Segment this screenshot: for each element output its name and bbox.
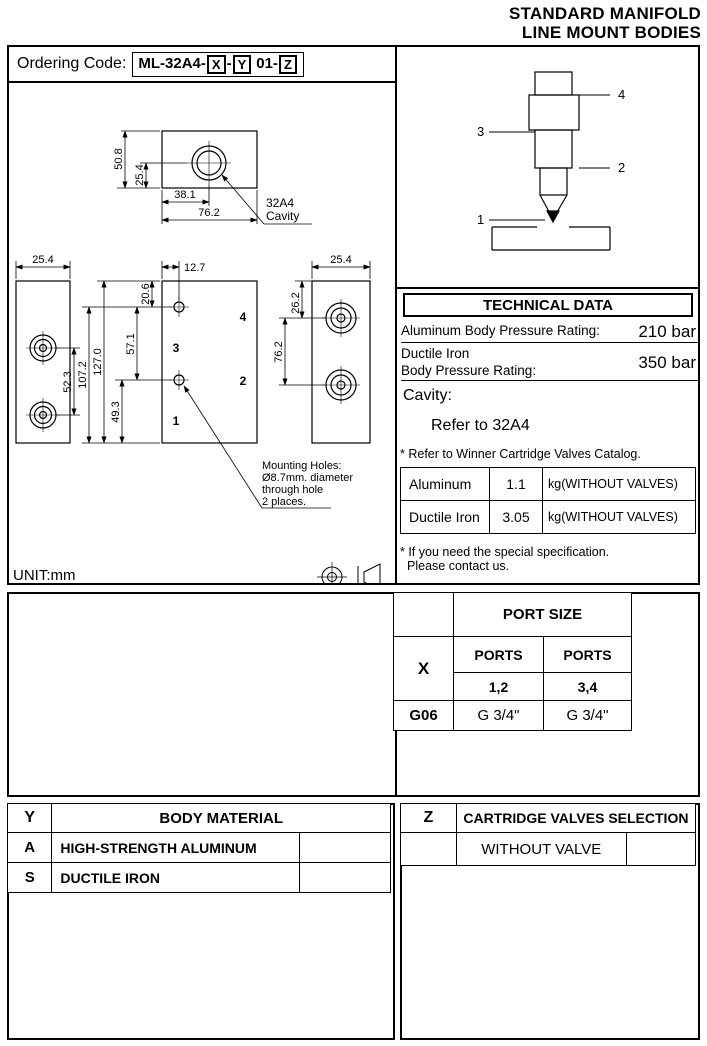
dim-25-4-left: 25.4 bbox=[32, 254, 54, 266]
body-material-empty-cell bbox=[299, 833, 390, 863]
port-size-x-header: X bbox=[394, 637, 454, 701]
ordering-code-label: Ordering Code: bbox=[17, 55, 127, 72]
pressure-rating-iron-row bbox=[401, 345, 698, 381]
weight-material-aluminum: Aluminum bbox=[401, 468, 490, 501]
weight-value-iron: 3.05 bbox=[490, 501, 543, 534]
port-size-section bbox=[7, 592, 700, 797]
third-angle-projection-icon bbox=[317, 562, 380, 585]
unit-label: UNIT:mm bbox=[13, 567, 76, 584]
code-prefix: ML-32A4- bbox=[138, 55, 206, 72]
cartridge-title: CARTRIDGE VALVES SELECTION bbox=[456, 804, 695, 833]
dim-76-2-right: 76.2 bbox=[273, 341, 285, 363]
port-1-label: 1 bbox=[172, 414, 180, 428]
dim-26-2: 26.2 bbox=[290, 292, 302, 314]
schematic-port-2-label: 2 bbox=[618, 160, 626, 175]
horizontal-dimensions bbox=[16, 261, 370, 385]
cavity-label: Cavity: bbox=[403, 387, 452, 404]
weight-unit-aluminum: kg(WITHOUT VALVES) bbox=[543, 468, 696, 501]
dim-38-1: 38.1 bbox=[174, 189, 196, 201]
weight-table bbox=[400, 467, 696, 534]
top-view bbox=[162, 131, 257, 188]
special-note-line1: * If you need the special specification. bbox=[400, 545, 610, 559]
mounting-note-line2: Ø8.7mm. diameter bbox=[262, 472, 354, 484]
dim-50-8: 50.8 bbox=[113, 148, 125, 170]
pressure-rating-iron-label-line2: Body Pressure Rating: bbox=[401, 362, 537, 378]
table-row bbox=[394, 637, 632, 673]
port-size-title: PORT SIZE bbox=[454, 593, 632, 637]
page-title-line2: LINE MOUNT BODIES bbox=[521, 23, 701, 42]
dim-12-7: 12.7 bbox=[184, 262, 206, 274]
table-row bbox=[8, 833, 391, 863]
body-material-title: BODY MATERIAL bbox=[52, 804, 391, 833]
table-row bbox=[401, 804, 696, 833]
port-size-table bbox=[393, 592, 632, 731]
left-end-view bbox=[16, 281, 70, 443]
body-material-y-header: Y bbox=[8, 804, 52, 833]
pressure-rating-iron-value: 350 bar bbox=[638, 352, 696, 372]
body-material-empty-cell bbox=[299, 863, 390, 893]
table-row bbox=[8, 804, 391, 833]
page-title bbox=[509, 4, 701, 42]
ports-34-header: PORTS bbox=[544, 637, 632, 673]
body-material-code-s: S bbox=[8, 863, 52, 893]
dim-20-6: 20.6 bbox=[140, 283, 152, 305]
table-row bbox=[401, 833, 696, 866]
dim-107-2: 107.2 bbox=[77, 361, 89, 389]
ordering-code-value bbox=[132, 52, 304, 77]
schematic-port-3-label: 3 bbox=[477, 124, 485, 139]
port-4-label: 4 bbox=[239, 310, 247, 324]
main-section bbox=[7, 45, 700, 585]
cartridge-empty-cell bbox=[626, 833, 695, 866]
technical-data-title: TECHNICAL DATA bbox=[403, 293, 693, 317]
pressure-rating-aluminum-row bbox=[401, 321, 698, 343]
body-material-name-iron: DUCTILE IRON bbox=[52, 863, 299, 893]
mounting-note-line3: through hole bbox=[262, 484, 324, 496]
port-size-value-34: G 3/4" bbox=[544, 701, 632, 731]
port-2-label: 2 bbox=[239, 374, 247, 388]
code-separator: - bbox=[226, 55, 232, 72]
body-material-code-a: A bbox=[8, 833, 52, 863]
weight-material-iron: Ductile Iron bbox=[401, 501, 490, 534]
cartridge-table bbox=[400, 803, 696, 866]
pressure-rating-aluminum-value: 210 bar bbox=[638, 321, 696, 341]
ports-12-header: PORTS bbox=[454, 637, 544, 673]
schematic-port-lines bbox=[489, 95, 610, 220]
dim-57-1: 57.1 bbox=[125, 333, 137, 355]
dim-49-3: 49.3 bbox=[110, 401, 122, 423]
ordering-code-bar bbox=[9, 47, 396, 83]
cavity-profile bbox=[529, 72, 579, 222]
cartridge-option-without-valve: WITHOUT VALVE bbox=[456, 833, 626, 866]
code-x: X bbox=[207, 55, 226, 74]
dimensional-drawing bbox=[9, 85, 396, 585]
schematic-port-1-label: 1 bbox=[477, 212, 485, 227]
special-note-line2: Please contact us. bbox=[407, 559, 510, 573]
dim-76-2-top: 76.2 bbox=[198, 207, 220, 219]
body-material-name-aluminum: HIGH-STRENGTH ALUMINUM bbox=[52, 833, 299, 863]
table-row bbox=[401, 468, 696, 501]
mounting-note-line4: 2 places. bbox=[262, 496, 307, 508]
cartridge-empty-cell bbox=[401, 833, 457, 866]
pressure-rating-aluminum-label: Aluminum Body Pressure Rating: bbox=[401, 323, 600, 339]
body-material-section bbox=[7, 803, 395, 1040]
cavity-schematic bbox=[397, 47, 697, 287]
table-row bbox=[394, 701, 632, 731]
cavity-callout-line1: 32A4 bbox=[266, 196, 295, 210]
cavity-value: Refer to 32A4 bbox=[431, 417, 530, 434]
ports-12-numbers: 1,2 bbox=[454, 673, 544, 701]
weight-unit-iron: kg(WITHOUT VALVES) bbox=[543, 501, 696, 534]
page-title-line1: STANDARD MANIFOLD bbox=[509, 4, 701, 23]
table-row bbox=[394, 593, 632, 637]
mounting-note-line1: Mounting Holes: bbox=[262, 460, 342, 472]
port-size-value-12: G 3/4" bbox=[454, 701, 544, 731]
table-row bbox=[401, 501, 696, 534]
dim-25-4-right: 25.4 bbox=[330, 254, 352, 266]
divider bbox=[395, 287, 698, 289]
code-z: Z bbox=[279, 55, 297, 74]
code-mid: 01- bbox=[256, 55, 278, 72]
body-material-table bbox=[7, 803, 391, 893]
port-3-label: 3 bbox=[172, 341, 180, 355]
cavity-callout-line2: Cavity bbox=[266, 209, 300, 223]
weight-value-aluminum: 1.1 bbox=[490, 468, 543, 501]
cartridge-section bbox=[400, 803, 700, 1040]
schematic-port-4-label: 4 bbox=[618, 87, 626, 102]
code-y: Y bbox=[233, 55, 252, 74]
cartridge-z-header: Z bbox=[401, 804, 457, 833]
port-size-corner-cell bbox=[394, 593, 454, 637]
pressure-rating-iron-label-line1: Ductile Iron bbox=[401, 345, 470, 361]
dim-52-3: 52.3 bbox=[62, 371, 74, 393]
ports-34-numbers: 3,4 bbox=[544, 673, 632, 701]
dim-127-0: 127.0 bbox=[92, 348, 104, 376]
cavity-body-outline bbox=[492, 227, 610, 250]
dim-25-4-top: 25.4 bbox=[134, 164, 146, 186]
catalog-note: * Refer to Winner Cartridge Valves Catalog. bbox=[400, 447, 641, 461]
port-size-code: G06 bbox=[394, 701, 454, 731]
table-row bbox=[8, 863, 391, 893]
pressure-rating-iron-label bbox=[401, 346, 536, 380]
right-end-view bbox=[312, 281, 370, 443]
